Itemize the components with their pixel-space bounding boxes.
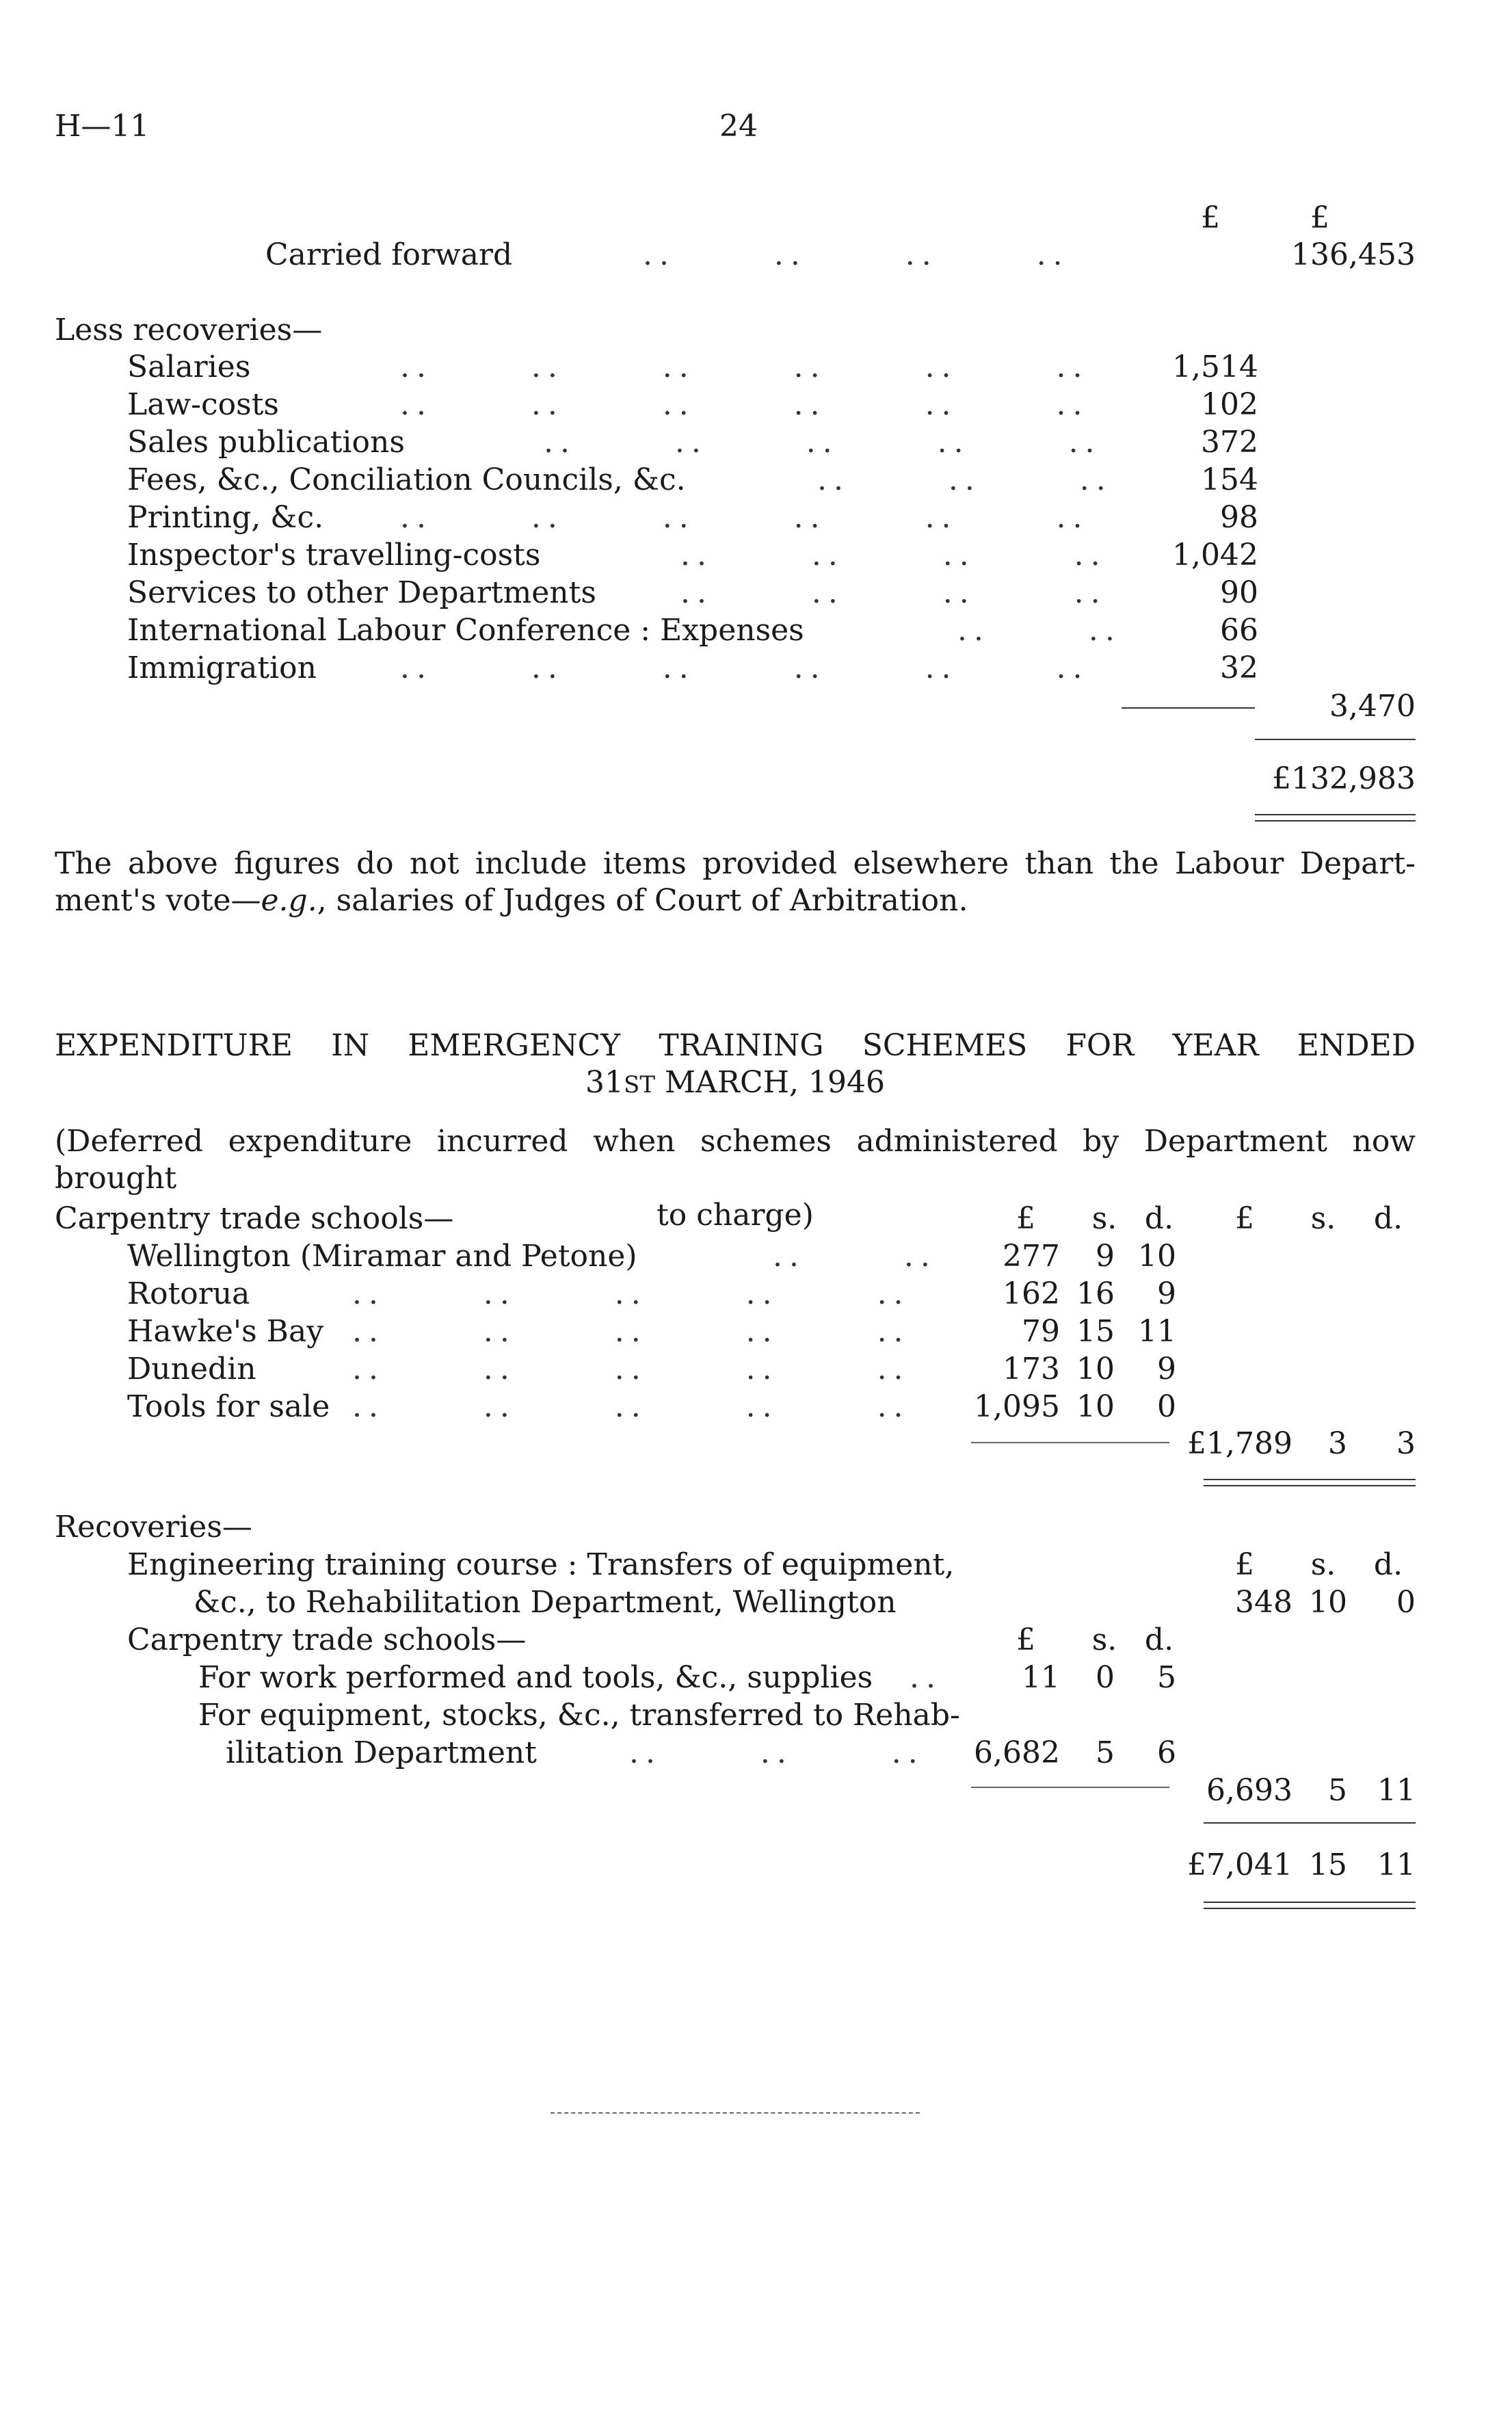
leader-dots: .. .. .. .. .. .. — [400, 350, 1089, 384]
recovery-item-label: Sales publications — [127, 425, 405, 460]
recovery-item-amount: 372 — [1201, 425, 1258, 460]
pounds-value: 79 — [1022, 1314, 1060, 1349]
col-head-pence: d. — [1144, 1201, 1174, 1236]
recovery-item-label: Law-costs — [127, 387, 279, 422]
section-heading-line-1: EXPENDITURE IN EMERGENCY TRAINING SCHEMES FOR YEAR ENDED — [55, 1028, 1416, 1063]
subtotal-rule — [971, 1787, 1169, 1788]
recovery-item-amount: 102 — [1201, 387, 1258, 422]
page-number: 24 — [719, 109, 758, 144]
recovery-item-label: Printing, &c. — [127, 500, 324, 535]
recovery-item-label: Fees, &c., Conciliation Councils, &c. — [127, 462, 686, 497]
grand-total-shillings: 15 — [1309, 1848, 1347, 1882]
leader-dots: .. .. .. .. .. — [352, 1352, 910, 1387]
col-head-pounds-total: £ — [1235, 1201, 1254, 1236]
col-head-shillings: s. — [1091, 1201, 1117, 1236]
equipment-pounds: 6,682 — [974, 1735, 1060, 1770]
pence-value: 0 — [1157, 1389, 1176, 1424]
recovery-item-label: Immigration — [127, 651, 317, 685]
carpentry-school-label: Rotorua — [127, 1276, 250, 1311]
heading-day-suffix: ST — [624, 1071, 656, 1099]
note-eg: e.g. — [261, 883, 317, 918]
pence-value: 10 — [1138, 1239, 1176, 1274]
pence-value: 9 — [1157, 1352, 1176, 1387]
recoveries-total: 3,470 — [1329, 689, 1416, 724]
note-line-2 — [55, 882, 1416, 919]
note-line-1: The above figures do not include items provided elsewhere than the Labour Depart- — [55, 846, 1416, 881]
closing-rule — [551, 2112, 920, 2114]
carried-forward-label: Carried forward — [265, 237, 513, 272]
shillings-value: 15 — [1076, 1314, 1115, 1349]
grand-total-pounds: £7,041 — [1187, 1848, 1292, 1882]
leader-dots: .. .. — [957, 613, 1122, 648]
carpentry-total-pence: 3 — [1396, 1426, 1416, 1461]
heading-day: 31 — [585, 1065, 624, 1100]
leader-dots: .. .. .. .. .. .. — [400, 500, 1089, 535]
recoveries-label: Recoveries— — [55, 1510, 252, 1545]
recoveries-subtotal-shillings: 5 — [1328, 1773, 1347, 1808]
carpentry-label: Carpentry trade schools— — [55, 1201, 454, 1236]
engineering-line-1: Engineering training course : Transfers of equipment, — [127, 1547, 955, 1582]
recovery-item-amount: 1,042 — [1172, 538, 1258, 573]
subtitle-line-1: (Deferred expenditure incurred when schemes administered by Department now brought — [55, 1124, 1416, 1196]
work-performed-shillings: 0 — [1096, 1660, 1115, 1695]
recovery-item-label: Services to other Departments — [127, 575, 596, 610]
double-rule — [1204, 1902, 1416, 1909]
recovery-item-label: Inspector's travelling-costs — [127, 538, 541, 573]
col-head-shillings-sub: s. — [1091, 1622, 1117, 1657]
note-line-2-end: , salaries of Judges of Court of Arbitration. — [317, 883, 968, 918]
pence-value: 11 — [1138, 1314, 1176, 1349]
col-head-pounds: £ — [1016, 1201, 1035, 1236]
shillings-value: 10 — [1076, 1352, 1115, 1387]
note-paragraph — [55, 845, 1416, 919]
leader-dots: .. .. .. .. .. — [544, 425, 1102, 460]
pounds-value: 277 — [1003, 1239, 1060, 1274]
heading-month-year: MARCH, 1946 — [655, 1065, 885, 1100]
work-performed-pence: 5 — [1157, 1660, 1176, 1695]
column-head-pounds-2: £ — [1310, 200, 1329, 235]
header-code: H—11 — [55, 109, 150, 144]
recoveries-subtotal-pence: 11 — [1377, 1773, 1416, 1808]
leader-dots: .. .. .. .. — [643, 237, 1070, 272]
leader-dots: .. .. .. .. .. .. — [400, 651, 1089, 685]
carpentry-total-shillings: 3 — [1328, 1426, 1347, 1461]
leader-dots: .. .. .. .. .. .. — [400, 387, 1089, 422]
recovery-item-amount: 154 — [1201, 462, 1258, 497]
engineering-shillings: 10 — [1309, 1585, 1347, 1620]
pounds-value: 173 — [1003, 1352, 1060, 1387]
leader-dots: .. — [910, 1660, 942, 1695]
leader-dots: .. .. .. .. .. — [352, 1389, 910, 1424]
carpentry-school-label: Hawke's Bay — [127, 1314, 324, 1349]
recovery-item-amount: 66 — [1220, 613, 1258, 648]
total-rule — [1204, 1822, 1416, 1824]
col-head-pounds-recoveries: £ — [1235, 1547, 1254, 1582]
recovery-item-amount: 90 — [1220, 575, 1258, 610]
note-line-2-start: ment's vote— — [55, 883, 261, 918]
net-total: £132,983 — [1272, 761, 1416, 796]
shillings-value: 16 — [1076, 1276, 1115, 1311]
engineering-line-2: &c., to Rehabilitation Department, Wellington — [194, 1585, 897, 1620]
subtotal-rule — [971, 1442, 1169, 1443]
leader-dots: .. .. — [773, 1239, 937, 1274]
col-head-pounds-sub: £ — [1016, 1622, 1035, 1657]
section-heading — [55, 1027, 1416, 1103]
equipment-pence: 6 — [1157, 1735, 1176, 1770]
carpentry-recoveries-label: Carpentry trade schools— — [127, 1622, 527, 1657]
recovery-item-amount: 32 — [1220, 651, 1258, 685]
carried-forward-amount: 136,453 — [1291, 237, 1416, 272]
leader-dots: .. .. .. .. — [680, 538, 1107, 573]
carpentry-school-label: Dunedin — [127, 1352, 256, 1387]
col-head-shillings-recoveries: s. — [1310, 1547, 1336, 1582]
recovery-item-amount: 1,514 — [1172, 350, 1258, 384]
engineering-pounds: 348 — [1235, 1585, 1292, 1620]
col-head-pence-total: d. — [1373, 1201, 1403, 1236]
col-head-pence-recoveries: d. — [1373, 1547, 1403, 1582]
equipment-line-2: ilitation Department — [226, 1735, 537, 1770]
subtitle-line-2: to charge) — [656, 1198, 814, 1233]
equipment-line-1: For equipment, stocks, &c., transferred to Rehab- — [198, 1698, 960, 1733]
grand-total-pence: 11 — [1377, 1848, 1416, 1882]
work-performed-pounds: 11 — [1022, 1660, 1060, 1695]
leader-dots: .. .. .. .. .. — [352, 1276, 910, 1311]
carpentry-school-label: Wellington (Miramar and Petone) — [127, 1239, 637, 1274]
work-performed-label: For work performed and tools, &c., supplies — [198, 1660, 873, 1695]
carpentry-total-pounds: £1,789 — [1187, 1426, 1292, 1461]
carpentry-school-label: Tools for sale — [127, 1389, 330, 1424]
total-rule — [1255, 739, 1416, 740]
col-head-pence-sub: d. — [1144, 1622, 1174, 1657]
recovery-item-amount: 98 — [1220, 500, 1258, 535]
col-head-shillings-total: s. — [1310, 1201, 1336, 1236]
double-rule — [1255, 814, 1416, 822]
double-rule — [1204, 1479, 1416, 1486]
leader-dots: .. .. .. — [629, 1735, 925, 1770]
pence-value: 9 — [1157, 1276, 1176, 1311]
leader-dots: .. .. .. .. — [680, 575, 1107, 610]
column-head-pounds-1: £ — [1201, 200, 1220, 235]
equipment-shillings: 5 — [1096, 1735, 1115, 1770]
less-recoveries-label: Less recoveries— — [55, 313, 323, 347]
shillings-value: 9 — [1096, 1239, 1115, 1274]
leader-dots: .. .. .. — [817, 462, 1113, 497]
leader-dots: .. .. .. .. .. — [352, 1314, 910, 1349]
recovery-item-label: International Labour Conference : Expenses — [127, 613, 804, 648]
recovery-item-label: Salaries — [127, 350, 251, 384]
pounds-value: 162 — [1003, 1276, 1060, 1311]
section-heading-line-2 — [55, 1064, 1416, 1103]
engineering-pence: 0 — [1396, 1585, 1416, 1620]
shillings-value: 10 — [1076, 1389, 1115, 1424]
recoveries-subtotal-pounds: 6,693 — [1206, 1773, 1292, 1808]
pounds-value: 1,095 — [974, 1389, 1060, 1424]
